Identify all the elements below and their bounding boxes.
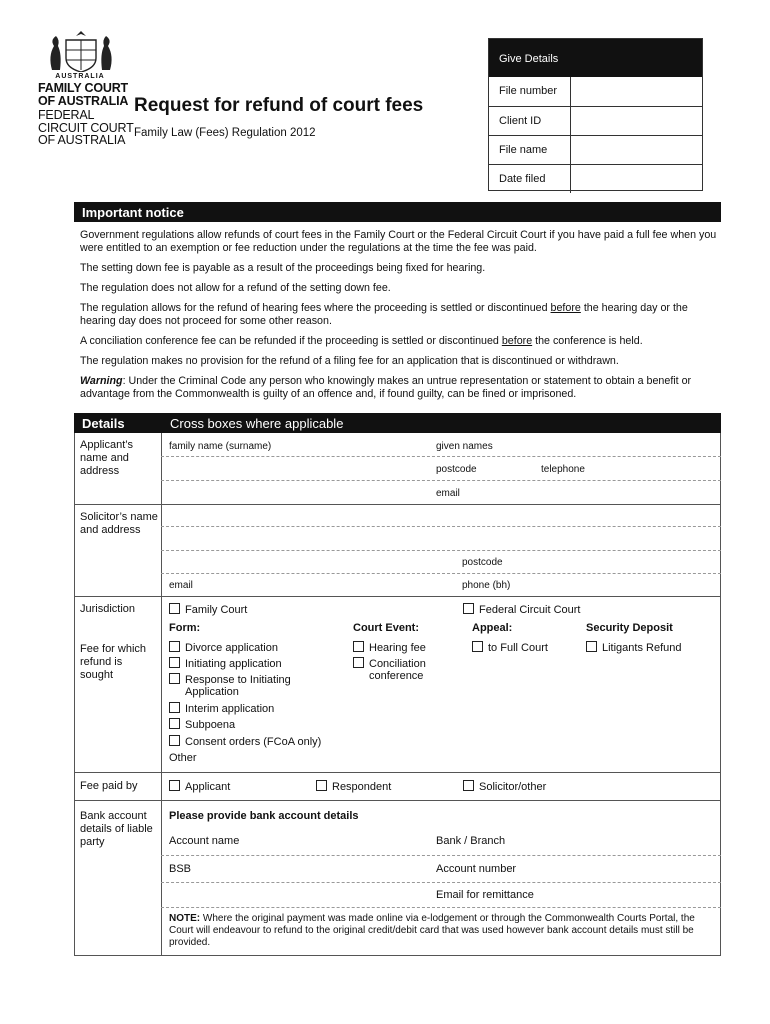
solicitor-line[interactable] — [161, 550, 721, 551]
applicant-option[interactable]: Applicant — [169, 780, 230, 794]
court-event-column-header: Court Event: — [353, 622, 419, 634]
account-number-label: Account number — [436, 863, 517, 875]
phone-bh-label: phone (bh) — [462, 580, 511, 591]
family-court-option[interactable]: Family Court — [169, 603, 247, 617]
date-filed-label: Date filed — [489, 165, 571, 193]
respondent-option[interactable]: Respondent — [316, 780, 391, 794]
response-to-initiating-option[interactable]: Response to Initiating — [169, 673, 291, 687]
applicant-label: Applicant’s name and address — [80, 439, 133, 477]
appeal-column-header: Appeal: — [472, 622, 513, 634]
solicitor-postcode-label: postcode — [462, 557, 503, 568]
date-filed-field[interactable] — [571, 165, 702, 193]
file-number-row — [489, 77, 702, 106]
checkbox[interactable] — [463, 603, 474, 614]
solicitor-email-label: email — [169, 580, 193, 591]
other-label: Other — [169, 752, 197, 764]
row-divider — [74, 772, 721, 773]
file-number-label: File number — [489, 77, 571, 106]
notice-paragraph: Government regulations allow refunds of court fees in the Family Court or the Federal Circuit Court if you have paid a full fee when you were entitled to an exemption or fee reduction under the regulations at the time the fee was paid. — [80, 229, 717, 254]
notice-paragraph: The regulation allows for the refund of hearing fees where the proceeding is settled or discontinued before the hearing day or the hearing day does not proceed for some other reason. — [80, 302, 688, 327]
details-header — [74, 413, 721, 433]
litigants-refund-option[interactable]: Litigants Refund — [586, 641, 682, 655]
file-name-field[interactable] — [571, 136, 702, 164]
bank-account-label: Bank account details of liable party — [80, 810, 153, 848]
checkbox[interactable] — [169, 702, 180, 713]
checkbox[interactable] — [169, 603, 180, 614]
bank-branch-label: Bank / Branch — [436, 835, 506, 847]
checkbox[interactable] — [169, 641, 180, 652]
subpoena-option[interactable]: Subpoena — [169, 718, 235, 732]
email-label: email — [436, 488, 460, 499]
full-court-appeal-option[interactable]: to Full Court — [472, 641, 548, 655]
bsb-label: BSB — [169, 863, 192, 875]
give-details-header: Give Details — [489, 39, 702, 77]
fee-paid-by-label: Fee paid by — [80, 780, 138, 792]
row-divider — [74, 504, 721, 505]
email-remittance-line[interactable] — [161, 907, 721, 908]
telephone-label: telephone — [541, 464, 585, 475]
client-id-row — [489, 106, 702, 135]
account-name-line[interactable] — [161, 855, 721, 856]
checkbox[interactable] — [586, 641, 597, 652]
row-divider — [74, 596, 721, 597]
solicitor-line[interactable] — [161, 526, 721, 527]
solicitor-label: Solicitor’s name and address — [80, 511, 158, 536]
form-column-header: Form: — [169, 622, 201, 634]
notice-paragraph: The regulation makes no provision for the refund of a filing fee for an application that is discontinued or withdrawn. — [80, 355, 619, 367]
checkbox[interactable] — [169, 718, 180, 729]
interim-application-option[interactable]: Interim application — [169, 702, 274, 716]
jurisdiction-label: Jurisdiction — [80, 603, 136, 615]
fee-sought-label: Fee for which refund is sought — [80, 643, 147, 681]
row-divider — [74, 800, 721, 801]
file-name-label: File name — [489, 136, 571, 164]
date-filed-row — [489, 164, 702, 193]
bsb-line[interactable] — [161, 882, 721, 883]
checkbox[interactable] — [463, 780, 474, 791]
initiating-application-option[interactable]: Initiating application — [169, 657, 282, 671]
checkbox[interactable] — [353, 657, 364, 668]
solicitor-other-option[interactable]: Solicitor/other — [463, 780, 546, 794]
conciliation-conference-label: conference — [369, 670, 424, 682]
divorce-application-option[interactable]: Divorce application — [169, 641, 278, 655]
important-notice-body — [80, 229, 720, 408]
applicant-name-line[interactable] — [161, 456, 721, 457]
file-name-row — [489, 135, 702, 164]
checkbox[interactable] — [472, 641, 483, 652]
details-instruction: Cross boxes where applicable — [170, 416, 344, 431]
federal-circuit-court-option[interactable]: Federal Circuit Court — [463, 603, 580, 617]
column-divider — [161, 433, 162, 956]
notice-paragraph: The setting down fee is payable as a result of the proceedings being fixed for hearing. — [80, 262, 486, 274]
postcode-label: postcode — [436, 464, 477, 475]
client-id-label: Client ID — [489, 107, 571, 135]
file-number-field[interactable] — [571, 77, 702, 106]
response-to-initiating-label: Application — [185, 686, 239, 698]
client-id-field[interactable] — [571, 107, 702, 135]
checkbox[interactable] — [316, 780, 327, 791]
given-names-label: given names — [436, 441, 493, 452]
checkbox[interactable] — [169, 735, 180, 746]
details-title: Details — [82, 416, 125, 431]
notice-paragraph: A conciliation conference fee can be refunded if the proceeding is settled or discontinued before the conference is held. — [80, 335, 643, 347]
hearing-fee-option[interactable]: Hearing fee — [353, 641, 426, 655]
account-name-label: Account name — [169, 835, 240, 847]
page-title: Request for refund of court fees — [134, 95, 424, 116]
security-deposit-column-header: Security Deposit — [586, 622, 673, 634]
family-name-label: family name (surname) — [169, 441, 272, 452]
checkbox[interactable] — [169, 673, 180, 684]
bank-details-heading: Please provide bank account details — [169, 810, 359, 822]
warning-paragraph: Warning: Under the Criminal Code any person who knowingly makes an untrue representation or statement to obtain a benefit or advantage from the Commonwealth is guilty of an offence and, if found guilty, can be fined or imprisoned. — [80, 375, 692, 400]
solicitor-line[interactable] — [161, 573, 721, 574]
conciliation-conference-option[interactable]: Conciliation — [353, 657, 426, 671]
notice-paragraph: The regulation does not allow for a refund of the setting down fee. — [80, 282, 391, 294]
checkbox[interactable] — [169, 780, 180, 791]
consent-orders-option[interactable]: Consent orders (FCoA only) — [169, 735, 321, 749]
details-form — [74, 433, 721, 956]
court-logo: AUSTRALIA FAMILY COURT OF AUSTRALIA FEDERAL CIRCUIT COURT OF AUSTRALIA — [38, 73, 134, 147]
checkbox[interactable] — [169, 657, 180, 668]
applicant-address-line[interactable] — [161, 480, 721, 481]
email-remittance-label: Email for remittance — [436, 889, 534, 901]
give-details-box — [488, 38, 703, 191]
page-subtitle: Family Law (Fees) Regulation 2012 — [134, 127, 316, 139]
bank-note: NOTE: Where the original payment was made online via e-lodgement or through the Commonwealth Courts Portal, the Court will endeavour to refund to the original credit/debit card that was used however bank account details must still be provided. — [169, 913, 695, 948]
important-notice-header: Important notice — [74, 202, 721, 222]
coat-of-arms-icon — [38, 30, 124, 72]
checkbox[interactable] — [353, 641, 364, 652]
